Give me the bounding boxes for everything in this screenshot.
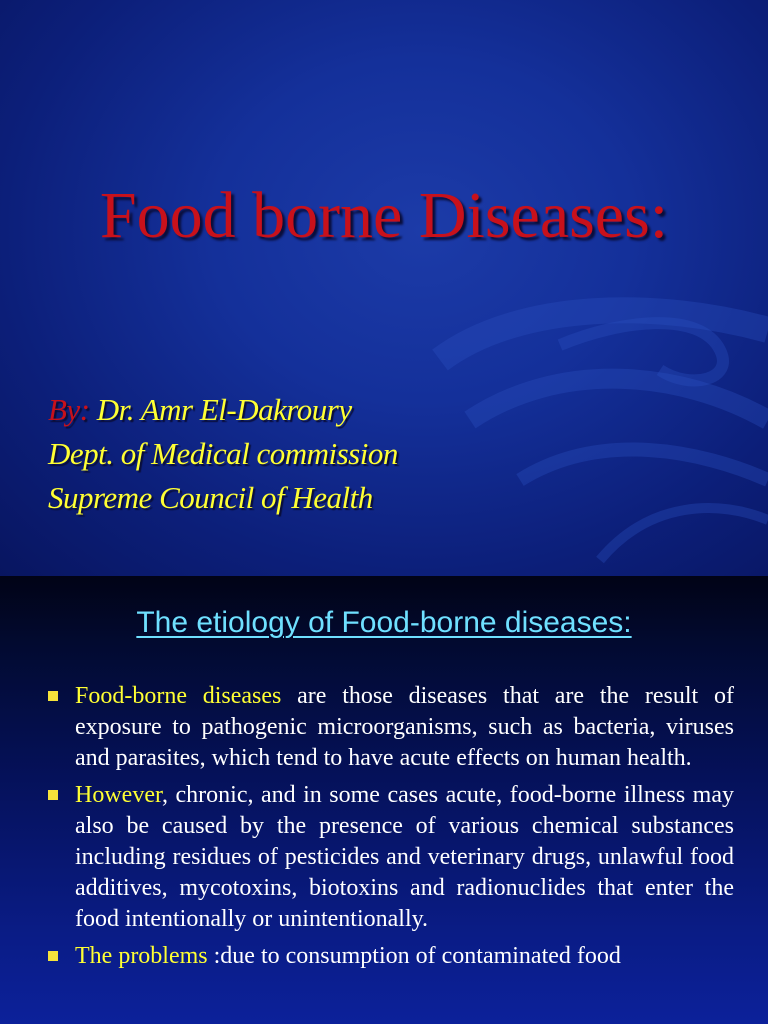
list-item <box>44 780 734 935</box>
slide-title: Food borne Diseases: <box>99 179 669 252</box>
author-line <box>48 388 398 432</box>
list-item <box>44 941 734 972</box>
author-block <box>48 388 398 520</box>
bullet-highlight: Food-borne diseases <box>75 683 282 709</box>
bullet-text: , chronic, and in some cases acute, food-borne illness may also be caused by the presence of various chemical substances including residues of pesticides and veterinary drugs, unlawful food additives, mycotoxins, biotoxins and radionuclides that enter the food intentionally or unintentionally. <box>75 782 734 932</box>
bullet-text: :due to consumption of contaminated food <box>207 943 621 969</box>
content-slide <box>0 576 768 1024</box>
bullet-highlight: The problems <box>75 943 208 969</box>
bullet-highlight: However <box>75 782 162 808</box>
square-bullet-icon <box>48 691 58 701</box>
author-name: Dr. Amr El-Dakroury <box>89 392 352 427</box>
bullet-list <box>44 681 734 978</box>
by-label: By: <box>48 392 90 427</box>
organization-line: Supreme Council of Health <box>48 480 373 515</box>
bullet-text: are those diseases that are the result of exposure to pathogenic microorganisms, such as bacteria, viruses and parasites, which tend to have acute effects on human health. <box>75 683 734 771</box>
slide-heading: The etiology of Food-borne diseases: <box>136 606 632 639</box>
list-item <box>44 681 734 774</box>
square-bullet-icon <box>48 951 58 961</box>
department-line: Dept. of Medical commission <box>48 436 398 471</box>
square-bullet-icon <box>48 790 58 800</box>
